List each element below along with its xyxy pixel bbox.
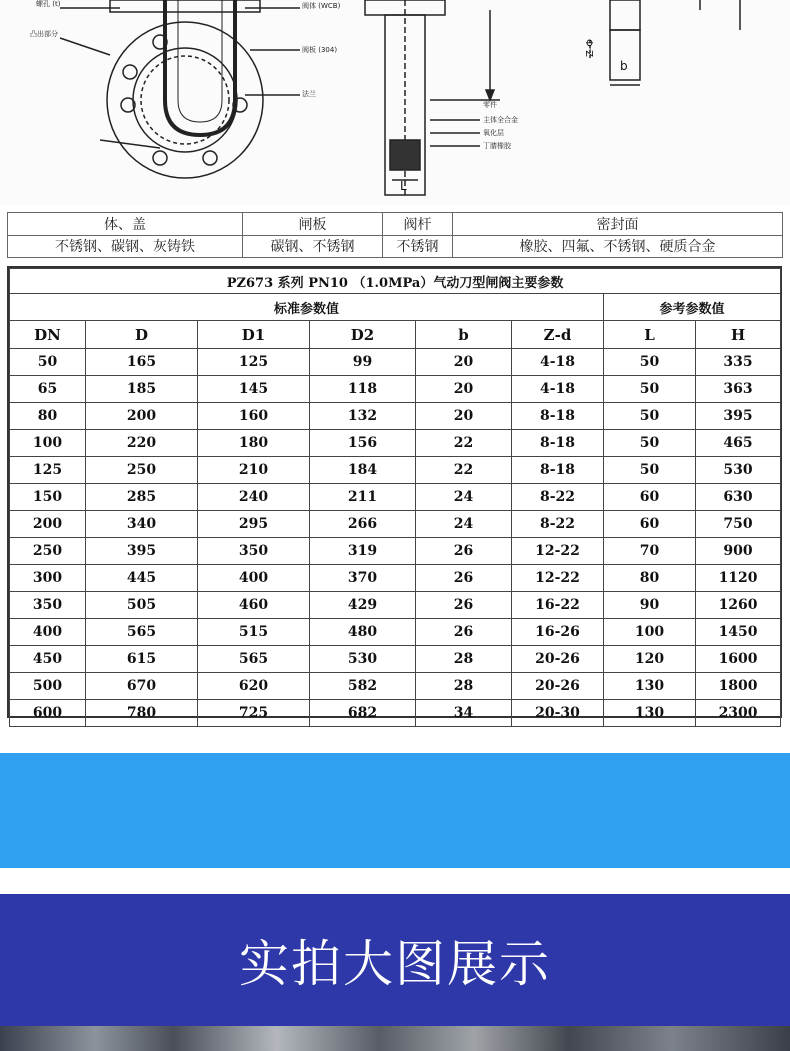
table-cell: 429 bbox=[310, 592, 416, 619]
flange-inner bbox=[133, 48, 237, 152]
table-cell: 1600 bbox=[696, 646, 781, 673]
valve-drawing bbox=[0, 0, 790, 205]
table-cell: 300 bbox=[10, 565, 86, 592]
table-row bbox=[10, 376, 781, 403]
column-header-l: L bbox=[604, 321, 696, 349]
drawing-label: 阀板 (304) bbox=[302, 46, 338, 54]
table-cell: 565 bbox=[198, 646, 310, 673]
table-cell: 120 bbox=[604, 646, 696, 673]
table-cell: 900 bbox=[696, 538, 781, 565]
table-cell: 295 bbox=[198, 511, 310, 538]
table-cell: 50 bbox=[604, 403, 696, 430]
table-cell: 400 bbox=[10, 619, 86, 646]
product-photo bbox=[0, 1026, 790, 1051]
materials-value-cell: 不锈钢 bbox=[383, 235, 453, 258]
table-cell: 28 bbox=[416, 673, 512, 700]
drawing-label: Z-Φ bbox=[585, 38, 596, 57]
table-cell: 8-22 bbox=[512, 484, 604, 511]
table-cell: 530 bbox=[696, 457, 781, 484]
table-cell: 4-18 bbox=[512, 349, 604, 376]
table-cell: 370 bbox=[310, 565, 416, 592]
table-cell: 250 bbox=[10, 538, 86, 565]
table-cell: 60 bbox=[604, 511, 696, 538]
table-row bbox=[10, 700, 781, 727]
table-cell: 65 bbox=[10, 376, 86, 403]
table-cell: 12-22 bbox=[512, 538, 604, 565]
drawing-label: 法兰 bbox=[302, 90, 316, 98]
table-cell: 363 bbox=[696, 376, 781, 403]
table-cell: 8-22 bbox=[512, 511, 604, 538]
table-cell: 156 bbox=[310, 430, 416, 457]
params-table-frame bbox=[7, 266, 782, 721]
drawing-label: 氧化层 bbox=[483, 129, 504, 137]
table-cell: 70 bbox=[604, 538, 696, 565]
table-cell: 16-26 bbox=[512, 619, 604, 646]
table-cell: 50 bbox=[604, 430, 696, 457]
table-cell: 515 bbox=[198, 619, 310, 646]
table-cell: 185 bbox=[86, 376, 198, 403]
table-cell: 250 bbox=[86, 457, 198, 484]
table-cell: 8-18 bbox=[512, 430, 604, 457]
table-row bbox=[10, 619, 781, 646]
table-cell: 600 bbox=[10, 700, 86, 727]
table-cell: 1800 bbox=[696, 673, 781, 700]
materials-table bbox=[7, 212, 783, 258]
table-cell: 200 bbox=[10, 511, 86, 538]
table-cell: 4-18 bbox=[512, 376, 604, 403]
column-header-dn: DN bbox=[10, 321, 86, 349]
table-row bbox=[10, 538, 781, 565]
table-cell: 670 bbox=[86, 673, 198, 700]
table-cell: 211 bbox=[310, 484, 416, 511]
table-cell: 1450 bbox=[696, 619, 781, 646]
table-row bbox=[10, 592, 781, 619]
column-header-h: H bbox=[696, 321, 781, 349]
table-cell: 145 bbox=[198, 376, 310, 403]
table-cell: 780 bbox=[86, 700, 198, 727]
table-cell: 2300 bbox=[696, 700, 781, 727]
table-cell: 50 bbox=[604, 457, 696, 484]
table-cell: 22 bbox=[416, 457, 512, 484]
params-title-row bbox=[10, 269, 781, 294]
table-cell: 180 bbox=[198, 430, 310, 457]
table-cell: 132 bbox=[310, 403, 416, 430]
table-cell: 125 bbox=[198, 349, 310, 376]
table-row bbox=[10, 565, 781, 592]
table-row bbox=[10, 646, 781, 673]
table-row bbox=[10, 457, 781, 484]
table-cell: 335 bbox=[696, 349, 781, 376]
table-cell: 395 bbox=[696, 403, 781, 430]
drawing-label: L bbox=[400, 179, 407, 193]
table-cell: 20 bbox=[416, 403, 512, 430]
table-cell: 620 bbox=[198, 673, 310, 700]
table-row bbox=[10, 349, 781, 376]
table-cell: 750 bbox=[696, 511, 781, 538]
drawing-label: b bbox=[620, 59, 628, 73]
table-cell: 319 bbox=[310, 538, 416, 565]
banner-title: 实拍大图展示 bbox=[239, 935, 551, 993]
table-row bbox=[10, 430, 781, 457]
table-cell: 90 bbox=[604, 592, 696, 619]
table-cell: 130 bbox=[604, 673, 696, 700]
table-cell: 395 bbox=[86, 538, 198, 565]
table-cell: 20-26 bbox=[512, 646, 604, 673]
table-cell: 340 bbox=[86, 511, 198, 538]
table-cell: 184 bbox=[310, 457, 416, 484]
table-cell: 266 bbox=[310, 511, 416, 538]
drawing-label: 阀体 (WCB) bbox=[302, 2, 341, 10]
table-cell: 12-22 bbox=[512, 565, 604, 592]
drawing-label: 丁腈橡胶 bbox=[483, 142, 511, 150]
table-cell: 240 bbox=[198, 484, 310, 511]
table-cell: 725 bbox=[198, 700, 310, 727]
table-cell: 505 bbox=[86, 592, 198, 619]
table-cell: 34 bbox=[416, 700, 512, 727]
drawing-label: 主体全合金 bbox=[483, 116, 518, 124]
table-cell: 50 bbox=[604, 376, 696, 403]
table-cell: 22 bbox=[416, 430, 512, 457]
table-cell: 100 bbox=[10, 430, 86, 457]
params-title: PZ673 系列 PN10 （1.0MPa）气动刀型闸阀主要参数 bbox=[10, 269, 781, 294]
table-cell: 125 bbox=[10, 457, 86, 484]
table-cell: 60 bbox=[604, 484, 696, 511]
table-cell: 50 bbox=[604, 349, 696, 376]
table-cell: 630 bbox=[696, 484, 781, 511]
materials-header-cell: 闸板 bbox=[243, 213, 383, 236]
table-cell: 460 bbox=[198, 592, 310, 619]
table-cell: 99 bbox=[310, 349, 416, 376]
params-header-row bbox=[10, 321, 781, 349]
table-cell: 160 bbox=[198, 403, 310, 430]
group-standard: 标准参数值 bbox=[10, 294, 604, 321]
table-cell: 150 bbox=[10, 484, 86, 511]
materials-header-row bbox=[8, 213, 783, 236]
drawing-label: 零件 bbox=[483, 101, 497, 109]
table-cell: 350 bbox=[10, 592, 86, 619]
table-cell: 445 bbox=[86, 565, 198, 592]
table-row bbox=[10, 403, 781, 430]
light-blue-band bbox=[0, 753, 790, 868]
column-header-b: b bbox=[416, 321, 512, 349]
valve-drawing-svg bbox=[0, 0, 790, 205]
column-header-d: D bbox=[86, 321, 198, 349]
table-cell: 20-30 bbox=[512, 700, 604, 727]
materials-header-cell: 密封面 bbox=[453, 213, 783, 236]
table-row bbox=[10, 511, 781, 538]
table-cell: 8-18 bbox=[512, 457, 604, 484]
table-cell: 220 bbox=[86, 430, 198, 457]
table-cell: 450 bbox=[10, 646, 86, 673]
table-cell: 80 bbox=[604, 565, 696, 592]
table-cell: 465 bbox=[696, 430, 781, 457]
table-cell: 100 bbox=[604, 619, 696, 646]
table-cell: 26 bbox=[416, 565, 512, 592]
table-cell: 26 bbox=[416, 619, 512, 646]
table-cell: 20 bbox=[416, 349, 512, 376]
table-cell: 350 bbox=[198, 538, 310, 565]
table-cell: 582 bbox=[310, 673, 416, 700]
params-table bbox=[9, 268, 781, 727]
table-cell: 500 bbox=[10, 673, 86, 700]
params-group-row bbox=[10, 294, 781, 321]
materials-value-cell: 不锈钢、碳钢、灰铸铁 bbox=[8, 235, 243, 258]
table-cell: 400 bbox=[198, 565, 310, 592]
table-cell: 565 bbox=[86, 619, 198, 646]
flange-outer bbox=[107, 22, 263, 178]
drawing-label: 凸出部分 bbox=[30, 30, 58, 38]
table-row bbox=[10, 484, 781, 511]
table-cell: 20 bbox=[416, 376, 512, 403]
table-cell: 16-22 bbox=[512, 592, 604, 619]
table-cell: 200 bbox=[86, 403, 198, 430]
column-header-d1: D1 bbox=[198, 321, 310, 349]
table-cell: 118 bbox=[310, 376, 416, 403]
table-cell: 1260 bbox=[696, 592, 781, 619]
table-cell: 26 bbox=[416, 538, 512, 565]
table-cell: 682 bbox=[310, 700, 416, 727]
table-cell: 8-18 bbox=[512, 403, 604, 430]
column-header-d2: D2 bbox=[310, 321, 416, 349]
table-cell: 530 bbox=[310, 646, 416, 673]
table-cell: 480 bbox=[310, 619, 416, 646]
materials-header-cell: 阀杆 bbox=[383, 213, 453, 236]
materials-value-row bbox=[8, 235, 783, 258]
column-header-z-d: Z-d bbox=[512, 321, 604, 349]
table-cell: 50 bbox=[10, 349, 86, 376]
table-cell: 28 bbox=[416, 646, 512, 673]
group-reference: 参考参数值 bbox=[604, 294, 781, 321]
table-row bbox=[10, 673, 781, 700]
table-cell: 1120 bbox=[696, 565, 781, 592]
table-cell: 24 bbox=[416, 511, 512, 538]
table-cell: 20-26 bbox=[512, 673, 604, 700]
drawing-label: 螺孔 (t) bbox=[36, 0, 61, 8]
table-cell: 210 bbox=[198, 457, 310, 484]
table-cell: 80 bbox=[10, 403, 86, 430]
table-cell: 130 bbox=[604, 700, 696, 727]
table-cell: 26 bbox=[416, 592, 512, 619]
materials-value-cell: 橡胶、四氟、不锈钢、硬质合金 bbox=[453, 235, 783, 258]
materials-value-cell: 碳钢、不锈钢 bbox=[243, 235, 383, 258]
table-cell: 24 bbox=[416, 484, 512, 511]
table-cell: 615 bbox=[86, 646, 198, 673]
photo-banner bbox=[0, 894, 790, 1026]
params-body bbox=[10, 349, 781, 727]
table-cell: 165 bbox=[86, 349, 198, 376]
table-cell: 285 bbox=[86, 484, 198, 511]
materials-header-cell: 体、盖 bbox=[8, 213, 243, 236]
